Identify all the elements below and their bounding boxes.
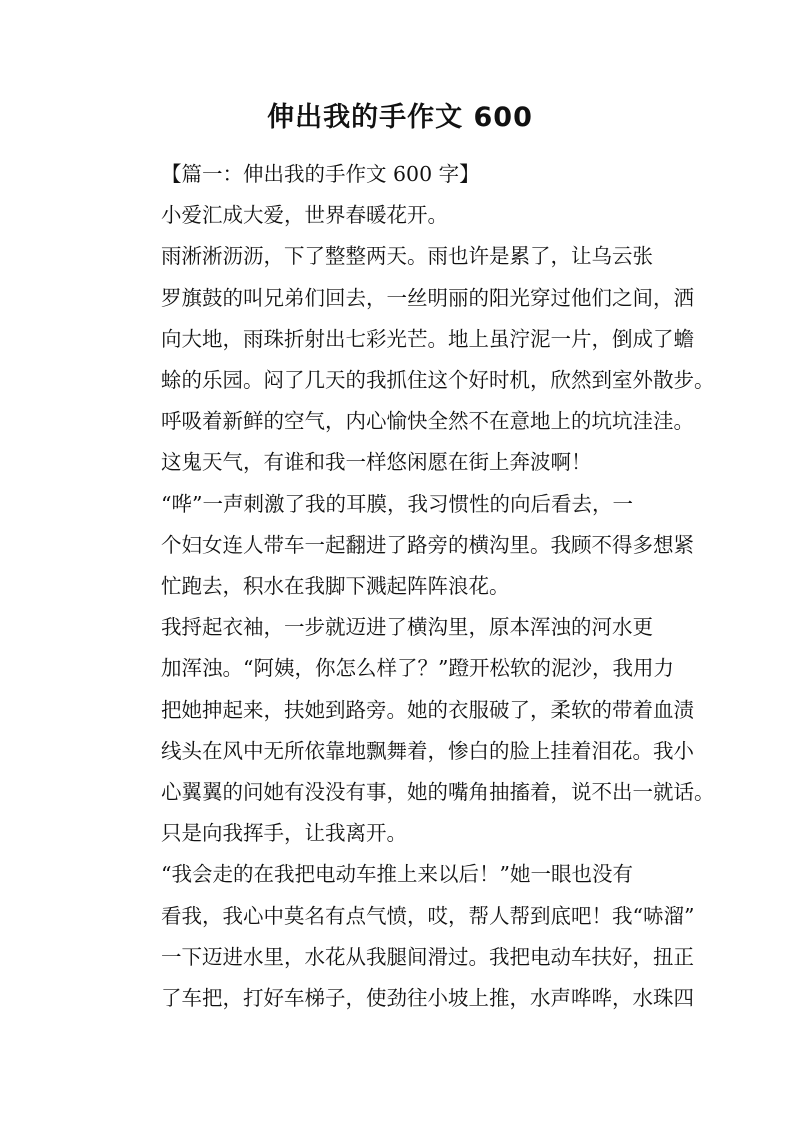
paragraph-3 <box>120 442 685 483</box>
text-line: “我会走的在我把电动车推上来以后！”她一眼也没有 <box>161 862 633 887</box>
paragraph-5 <box>120 607 715 854</box>
text-line: 把她抻起来，扶她到路旁。她的衣服破了，柔软的带着血渍 <box>161 697 694 722</box>
text-line: 加浑浊。“阿姨，你怎么样了？”蹬开松软的泥沙，我用力 <box>161 656 674 681</box>
text-line: 看我，我心中莫名有点气愤，哎，帮人帮到底吧！我“哧溜” <box>161 903 695 928</box>
text-line: 心翼翼的问她有没没有事，她的嘴角抽搐着，说不出一就话。 <box>161 780 715 805</box>
text-line: 只是向我挥手，让我离开。 <box>161 821 407 846</box>
document-title: 伸出我的手作文 600 <box>267 102 533 133</box>
paragraph-heading <box>120 154 685 195</box>
text-line: 向大地，雨珠折射出七彩光芒。地上虽泞泥一片，倒成了蟾 <box>161 326 694 351</box>
text-line: 忙跑去，积水在我脚下溅起阵阵浪花。 <box>161 574 510 599</box>
text-line: 我捋起衣袖，一步就迈进了横沟里，原本浑浊的河水更 <box>161 615 653 640</box>
document-body <box>120 154 715 1019</box>
text-line: 一下迈进水里，水花从我腿间滑过。我把电动车扶好，扭正 <box>161 944 694 969</box>
text-line: 【篇一：伸出我的手作文 600 字】 <box>161 162 480 186</box>
text-line: 蜍的乐园。闷了几天的我抓住这个好时机，欣然到室外散步。 <box>161 368 715 393</box>
text-line: 了车把，打好车梯子，使劲往小坡上推，水声哗哗，水珠四 <box>161 986 694 1011</box>
text-line: 小爱汇成大爱，世界春暖花开。 <box>161 203 448 228</box>
text-line: 罗旗鼓的叫兄弟们回去，一丝明丽的阳光穿过他们之间，洒 <box>161 285 694 310</box>
text-line: 呼吸着新鲜的空气，内心愉快全然不在意地上的坑坑洼洼。 <box>161 409 694 434</box>
text-line: 雨淅淅沥沥，下了整整两天。雨也许是累了，让乌云张 <box>161 244 653 269</box>
paragraph-2 <box>120 236 715 442</box>
text-line: 线头在风中无所依靠地飘舞着，惨白的脸上挂着泪花。我小 <box>161 738 694 763</box>
paragraph-1 <box>120 195 685 236</box>
text-line: “哗”一声刺激了我的耳膜，我习惯性的向后看去，一 <box>161 491 633 516</box>
paragraph-6 <box>120 854 695 1019</box>
paragraph-4 <box>120 484 694 608</box>
text-line: 这鬼天气，有谁和我一样悠闲愿在街上奔波啊！ <box>161 450 592 475</box>
text-line: 个妇女连人带车一起翻进了路旁的横沟里。我顾不得多想紧 <box>161 532 694 557</box>
